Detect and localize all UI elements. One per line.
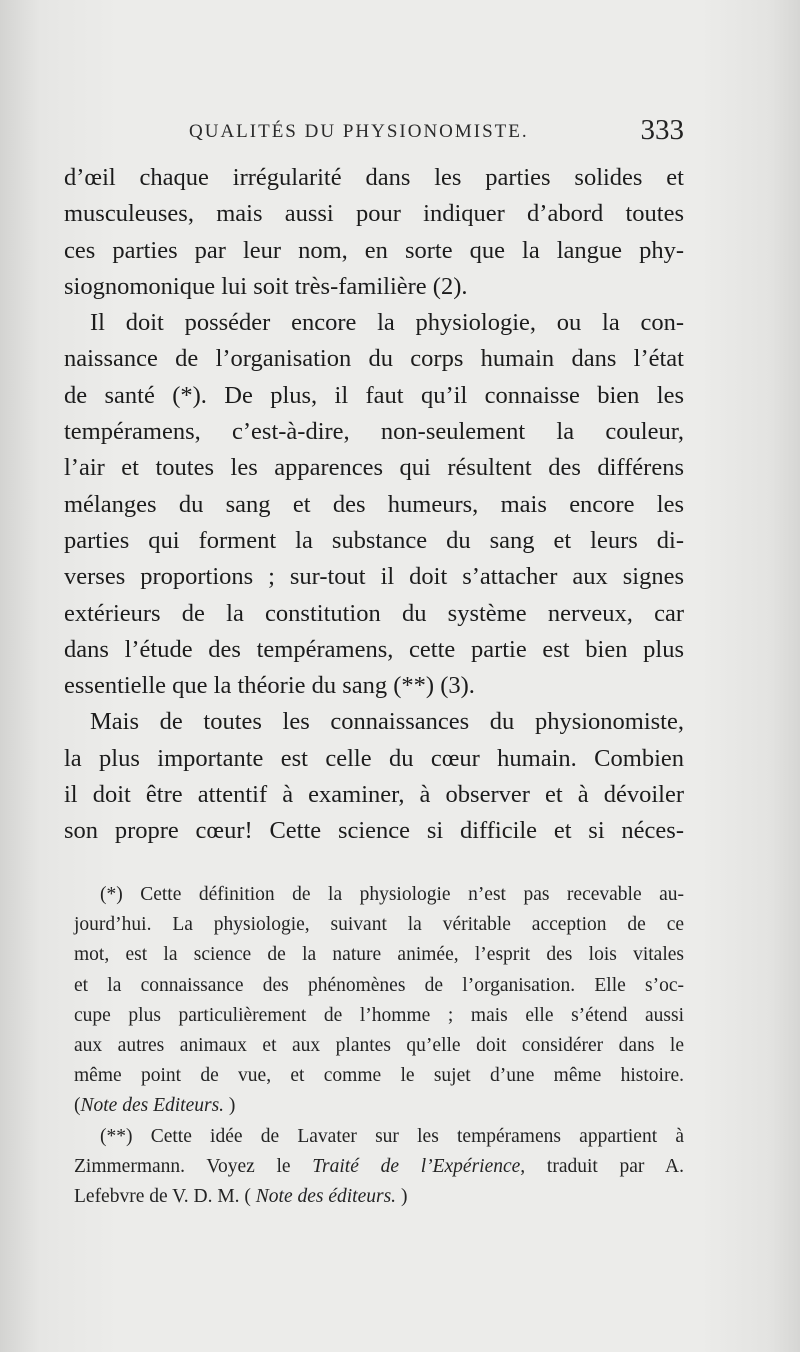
footnote-line: (*) Cette définition de la physiologie n’est pas recevable au- [100, 884, 684, 905]
text-line: son propre cœur! Cette science si difficile et si néces- [64, 817, 684, 845]
text-line: d’œil chaque irrégularité dans les parties solides et [64, 164, 684, 191]
footnote-line: jourd’hui. La physiologie, suivant la véritable acception de ce [74, 914, 684, 936]
running-head: QUALITÉS DU PHYSIONOMISTE. [189, 121, 529, 142]
footnote-line: même point de vue, et comme le sujet d’une même histoire. [74, 1065, 684, 1087]
text-line: l’air et toutes les apparences qui résultent des différens [64, 454, 684, 482]
page-header [64, 114, 684, 158]
text-line: ces parties par leur nom, en sorte que la langue phy- [64, 236, 684, 264]
text-line: de santé (*). De plus, il faut qu’il connaisse bien les [64, 381, 684, 409]
editors-note: Note des éditeurs. [255, 1185, 397, 1207]
footnote-physiologie [74, 880, 684, 1122]
footnote-line: cupe plus particulièrement de l’homme ; mais elle s’étend aussi [74, 1004, 684, 1026]
footnotes [74, 880, 684, 1212]
footnote-temperamens [74, 1122, 684, 1213]
footnote-attribution [74, 1091, 684, 1121]
footnote-line: aux autres animaux et aux plantes qu’elle doit considérer dans le [74, 1034, 684, 1056]
editors-note: Note des Editeurs. [80, 1095, 225, 1117]
text-line: naissance de l’organisation du corps humain dans l’état [64, 345, 684, 373]
book-title: Traité de l’Expérience, [312, 1155, 526, 1177]
footnote-line [74, 1182, 684, 1212]
text-line: Mais de toutes les connaissances du physionomiste, [90, 708, 684, 736]
footnote-line: mot, est la science de la nature animée, l’esprit des lois vitales [74, 944, 684, 966]
page-number: 333 [640, 114, 684, 146]
text-line: musculeuses, mais aussi pour indiquer d’abord toutes [64, 200, 684, 228]
main-text [64, 160, 684, 850]
text-line: la plus importante est celle du cœur humain. Combien [64, 744, 684, 772]
text-line: tempéramens, c’est-à-dire, non-seulement la couleur, [64, 418, 684, 446]
text-line: essentielle que la théorie du sang (**) (3). [64, 672, 475, 700]
footnote-text: Zimmermann. Voyez le [74, 1155, 291, 1177]
text-line: verses proportions ; sur-tout il doit s’attacher aux signes [64, 563, 684, 591]
text-line: extérieurs de la constitution du système nerveux, car [64, 599, 684, 627]
text-line: siognomonique lui soit très-familière (2). [64, 272, 468, 300]
footnote-line [74, 1152, 684, 1182]
text-line: mélanges du sang et des humeurs, mais encore les [64, 490, 684, 518]
footnote-line: et la connaissance des phénomènes de l’organisation. Elle s’oc- [74, 974, 684, 996]
footnote-line: (**) Cette idée de Lavater sur les tempéramens appartient à [100, 1125, 684, 1147]
footnote-text: Lefebvre de V. D. M. ( [74, 1185, 251, 1207]
footnote-text: ) [400, 1185, 408, 1207]
text-line: parties qui forment la substance du sang et leurs di- [64, 526, 684, 554]
paren-open: ( [74, 1095, 81, 1117]
paren-close: ) [228, 1095, 236, 1117]
text-line: il doit être attentif à examiner, à observer et à dévoiler [64, 781, 684, 809]
footnote-text: traduit par A. [546, 1155, 685, 1177]
text-line: Il doit posséder encore la physiologie, ou la con- [90, 309, 684, 337]
text-line: dans l’étude des tempéramens, cette partie est bien plus [64, 635, 684, 663]
